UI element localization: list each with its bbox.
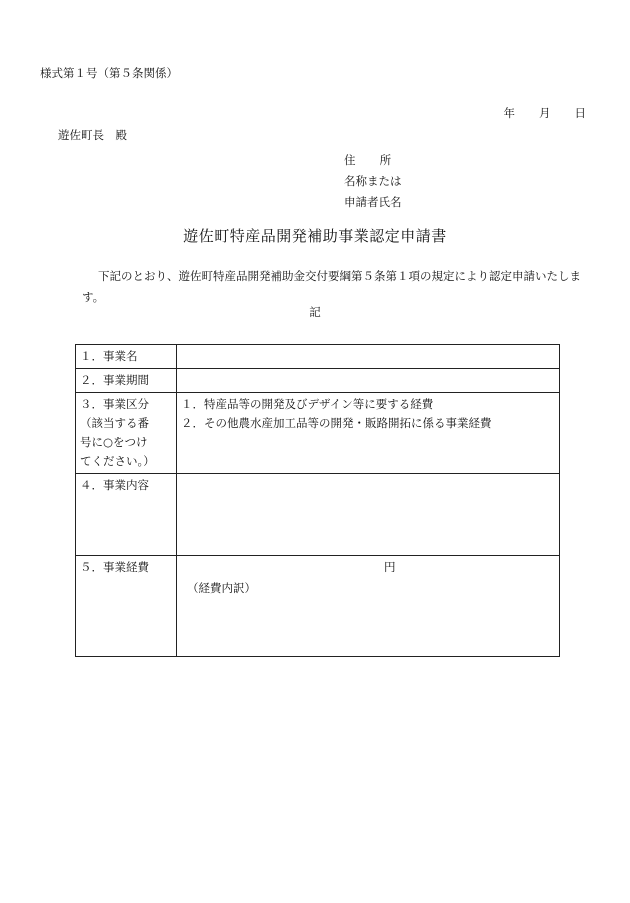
date-year: 年 (503, 106, 515, 120)
address-label: 住所 (344, 153, 416, 167)
application-table (75, 344, 560, 657)
category-label-line1: ３．事業区分 (80, 397, 149, 411)
project-category-label (76, 393, 177, 474)
name-label-line2: 申請者氏名 (344, 195, 402, 209)
cost-yen-unit: 円 (384, 560, 396, 574)
recipient: 遊佐町長 殿 (58, 128, 127, 142)
project-category-options (177, 393, 560, 474)
project-cost-label: ５．事業経費 (76, 556, 177, 657)
project-content-field[interactable] (177, 474, 560, 556)
date-month: 月 (539, 106, 551, 120)
ki-heading: 記 (309, 305, 321, 319)
row-project-content (76, 474, 560, 556)
body-text (82, 266, 582, 308)
category-label-line3: 号に○をつけ (80, 435, 148, 449)
project-name-field[interactable] (177, 345, 560, 369)
project-period-field[interactable] (177, 369, 560, 393)
cost-breakdown-label: （経費内訳） (187, 581, 256, 595)
document-title: 遊佐町特産品開発補助事業認定申請書 (183, 227, 447, 245)
name-label-line1: 名称または (344, 174, 402, 188)
date-day: 日 (574, 106, 586, 120)
category-label-line2: （該当する番 (80, 416, 149, 430)
row-project-period (76, 369, 560, 393)
date-line (504, 108, 587, 120)
project-cost-field[interactable] (177, 556, 560, 657)
project-name-label: １．事業名 (76, 345, 177, 369)
row-project-category (76, 393, 560, 474)
row-project-cost (76, 556, 560, 657)
category-option-2[interactable]: ２．その他農水産加工品等の開発・販路開拓に係る事業経費 (181, 416, 492, 430)
body-text-content: 下記のとおり、遊佐町特産品開発補助金交付要綱第５条第１項の規定により認定申請いたします。 (82, 269, 581, 304)
category-label-line4: てください。） (80, 454, 155, 468)
project-period-label: ２．事業期間 (76, 369, 177, 393)
form-number: 様式第１号（第５条関係） (40, 66, 178, 80)
category-option-1[interactable]: １．特産品等の開発及びデザイン等に要する経費 (181, 397, 434, 411)
row-project-name (76, 345, 560, 369)
project-content-label: ４．事業内容 (76, 474, 177, 556)
applicant-block (344, 150, 415, 213)
